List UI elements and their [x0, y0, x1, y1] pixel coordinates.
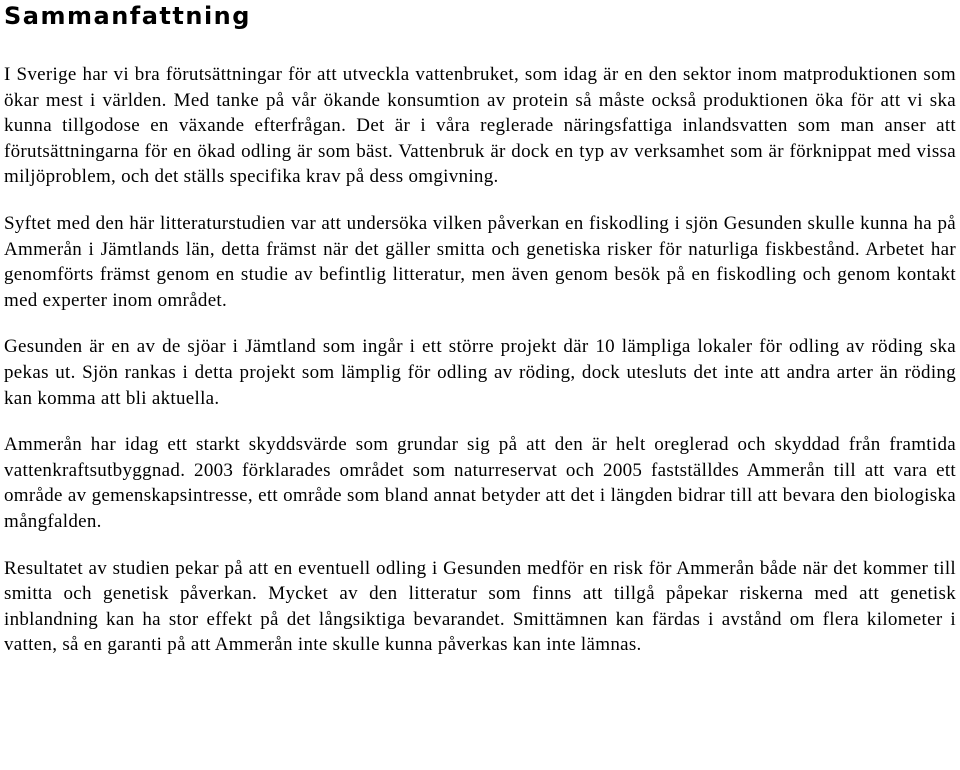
paragraph-purpose: Syftet med den här litteraturstudien var att undersöka vilken påverkan en fiskodling i sjön Gesunden skulle kunna ha på Ammerån i Jämtlands län, detta främst när det gäller smitta och genetiska risker för naturliga fiskbestånd. Arbetet har genomförts främst genom en studie av befintlig litteratur, men även genom besök på en fiskodling och genom kontakt med experter inom området.: [4, 212, 956, 311]
paragraph-ammeran: Ammerån har idag ett starkt skyddsvärde som grundar sig på att den är helt oreglerad och skyddad från framtida vattenkraftsutbyggnad. 2003 förklarades området som naturreservat och 2005 fastställdes Ammerån till att vara ett område av gemenskapsintresse, ett område som bland annat betyder att det i längden bidrar till att bevara den biologiska mångfalden.: [4, 434, 956, 532]
paragraph-background: I Sverige har vi bra förutsättningar för att utveckla vattenbruket, som idag är en den sektor inom matproduktionen som ökar mest i världen. Med tanke på vår ökande konsumtion av protein så måste också produktionen öka för att vi ska kunna tillgodose en växande efterfrågan. Det är i våra reglerade näringsfattiga inlandsvatten som man anser att förutsättningarna för en ökad odling är som bäst. Vattenbruk är dock en typ av verksamhet som är förknippat med vissa miljöproblem, och det ställs specifika krav på dess omgivning.: [4, 64, 956, 188]
paragraph-results: Resultatet av studien pekar på att en eventuell odling i Gesunden medför en risk för Ammerån både när det kommer till smitta och genetisk påverkan. Mycket av den litteratur som finns att tillgå påpekar riskerna med att genetisk inblandning kan ha stor effekt på det långsiktiga bevarandet. Smittämnen kan färdas i avstånd om flera kilometer i vatten, så en garanti på att Ammerån inte skulle kunna påverkas kan inte lämnas.: [4, 557, 956, 656]
paragraph-gesunden: Gesunden är en av de sjöar i Jämtland som ingår i ett större projekt där 10 lämpliga lokaler för odling av röding ska pekas ut. Sjön rankas i detta projekt som lämplig för odling av röding, dock utesluts det inte att andra arter än röding kan komma att bli aktuella.: [4, 336, 956, 409]
page-title: Sammanfattning: [4, 2, 251, 30]
document-page: [4, 0, 956, 658]
